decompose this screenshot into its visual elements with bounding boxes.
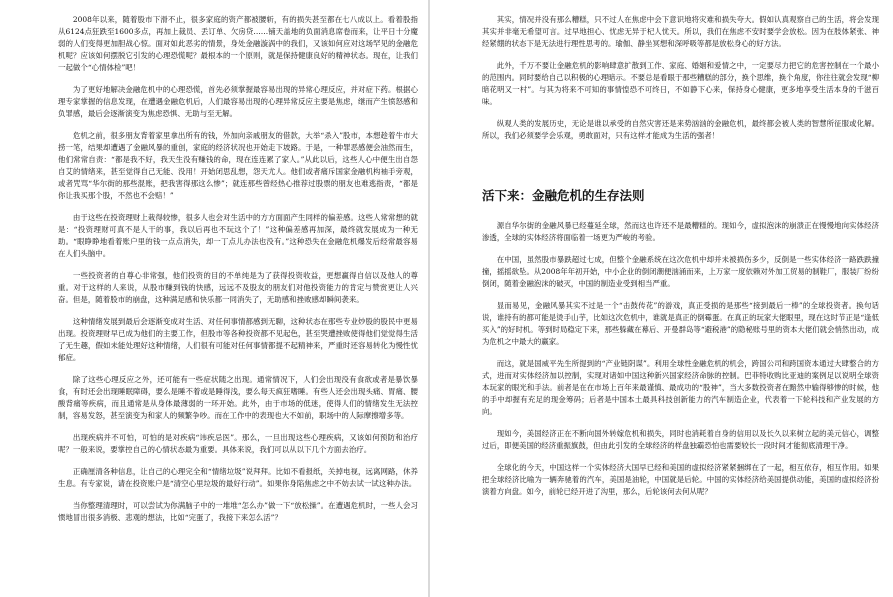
left-paragraph-7: 除了这些心理反应之外，还可能有一些症状随之出现。通常情况下，人们会出现没有食欲或者是暴饮暴食，有时还会出现睡眠障碍，要么是睡不着或是睡得浅，要么每天疯狂嗜睡。有些人还会出现头痛、胃痛、腰酸背痛等疾病，而且通常是从身体最薄弱的一环开始。此外，由于市场的低迷，使得人们的情绪发生无法控制，容易发怒，甚至演变为和家人的频繁争吵。而在工作中的表现也大不如前，职场中的人际摩擦增多等。 <box>58 375 418 420</box>
chapter-title: 活下来：金融危机的生存法则 <box>482 188 645 203</box>
left-paragraph-3: 危机之前，很多朋友背着家里拿出所有的钱，外加向亲戚朋友的借款，大举“杀入”股市，本想趁着牛市大捞一笔，结果却遭遇了金融风暴的重创，家庭的经济状况也开始走下坡路。于是，一种罪恶感便会油然而生，他们常常自责：“都是我不好，我天生没有赚钱的命，现在连连累了家人。”从此以后，这些人心中便生出自怨自艾的情绪来，甚至觉得自己无能、没用！开始闭思乱想，怨天尤人。他们或者痛斥国家金融机构袖手旁观，或者咒骂“华尔街的那些混账，把我害得那这么惨”；就连那些曾经热心推荐过股票的朋友也难逃指责，“都是你让我买那个股，不然也不会赔！” <box>58 131 418 200</box>
left-page <box>0 0 430 597</box>
right-paragraph-2: 此外，千万不要让金融危机的影响肆意扩散到工作、家庭、婚姻和爱情之中，一定要尽力把它的危害控制在一个最小的范围内。同时要给自己以积极的心理暗示。不要总是看眼于那些糟糕的部分，换个思维，换个角度，你往往就会发现“柳暗花明又一村”。与其为将来不可知的事情惶恐不可终日，不如静下心来，保持身心健康，更多地享受生活本身的千滋百味。 <box>482 61 879 106</box>
right-paragraph-3: 纵观人类的发展历史，无论是谁以承受的自然灾害还是来势汹汹的金融危机，最终都会被人类的智慧所征服或化解。所以，我们必须要学会乐观，勇敢面对，只有这样才能成为生活的强者！ <box>482 119 879 140</box>
left-paragraph-5: 一些投资者的自尊心非常强，他们投资的目的不单纯是为了获得投资收益，更想赢得自信以及他人的尊重。对于这样的人来说，从股市赚到钱的快感，远远不及股友的朋友们对他投资能力的肯定与赞赏更让人兴奋。但是，随着股市的崩盘，这种满足感和快乐都一同消失了，无助感和挫败感却瞬间袭来。 <box>58 271 418 304</box>
left-paragraph-6: 这种情绪发展到最后会逐渐变成对生活、对任何事情都感到无聊，这种状态在那些专业炒股的股民中更易出现。投资理财早已成为他们的主要工作，但股市等各种投资都不见起色，甚至哭遭挫败使得他们觉觉得生活了无生趣，假如未能处理好这种情绪，人们很有可能对任何事情都提不起精神来，严重时还容易转化为慢性忧郁症。 <box>58 317 418 362</box>
chapter-paragraph-5: 现如今，美国经济正在不断向国外转嫁危机和损失，同时也消耗着自身的信用以及长久以来树立起的美元信心，调整过后，即便美国的经济重振旗鼓，但由此引发的全球经济的样盘独霸恐怕也需要较长一段时间才能彻底清理干净。 <box>482 429 879 450</box>
chapter-paragraph-6: 全球化的今天，中国这样一个实体经济大国早已经和美国的虚拟经济紧紧捆绑在了一起，相互依存，相互作用。如果把全球经济比喻为一辆奔驰着的汽车，美国是油轮，中国就是后轮。中国的实体经济给美国提供动能，美国的虚拟经济扮演着方向盘。如今，前轮已经开进了沟里，那么，后轮该何去何从呢？ <box>482 463 879 496</box>
right-page <box>430 0 893 597</box>
chapter-paragraph-1: 源自华尔街的金融风暴已经蔓延全球，然而这也许还不是最糟糕的。现如今，虚拟泡沫的崩溃正在慢慢地向实体经济渗透，全球的实体经济将面临着一场更为严峻的考验。 <box>482 221 879 242</box>
left-paragraph-2: 为了更好地解决金融危机中的心理恐慌，首先必须掌握最容易出现的异常心理反应，并对症下药。根据心理专家掌握的信息发现，在遭遇金融危机后，人们最容易出现的心理异常反应主要是焦虑，继而产生愤怒感和负罪感，最后会逐渐演变为焦虑恐惧、无助与至无解。 <box>58 85 418 118</box>
chapter-paragraph-3: 显而易见，金融风暴其实不过是一个“击鼓传花”的游戏，真正受损的是那些“接到最后一棒”的全球投资者。换句话说，谁持有的都可能是烫手山芋，比如这次危机中，谁就是真正的倒霉蛋。在真正的玩家大佬眼里，现在这时节正是“逢低买入”的好时机。等到时局稳定下来，那些躲藏在幕后、开曼群岛等“避税港”的隐秘账号里的资本大佬们就会悄然出动，成为危机之中最大的赢家。 <box>482 301 879 346</box>
left-paragraph-1: 2008年以来，随着股市下滑不止，很多家庭的资产都被腰斩，有的损失甚至都在七八成以上。看着股指从6124点狂跌至1600多点，再加上裁员、丢订单、欠房贷……铺天盖地的负面消息席卷而来，让平日十分魔弱的人们变得更加胆战心惊。面对如此恶劣的情景，身处金融漩涡中的我们，又该如何应对这场罕见的金融危机呢？应该如何摆脱它引发的心理恐慌呢？最根本的一个原则，就是保持健康良好的精神状态。现在，让我们一起做个“心情体检”吧！ <box>58 15 418 72</box>
chapter-paragraph-4: 而这，就是国威平先生所提到的“产业链阴谋”。利用全球性金融危机的机会，跨国公司和跨国资本通过大肆整合的方式，进而对实体经济加以控制，实现对诸如中国这种新兴国家经济命脉的控制。巴菲特收购比亚迪的案例足以说明全球资本玩家的眼光和手法。前者是在在市场上百年来最谨慎、最成功的“股神”，当大多数投资者在黯然中输得够惨的时候，他的手中却握有充足的现金筹码；后者是中国本土最具科技创新能力的汽车制造企业，代表着一下轮科技和产业发展的方向。 <box>482 359 879 416</box>
chapter-paragraph-2: 在中国，虽然股市暴跌超过七成，但整个金融系统在这次危机中却并未被损伤多少，反倒是一些实体经济一路跌跌撞撞，摇摇欲坠。从2008年年初开始，中小企业的倒闭潮便汹涌而来，上万家一度依赖对外加工贸易的制鞋厂，服装厂纷纷倒闭，随着金融泡沫的破灭，中国的制造业受到相当严重。 <box>482 255 879 288</box>
left-paragraph-10: 当你整理清理时，可以尝试为你满脑子中的一堆堆“怎么办”做一下“放松操”。在遭遇危机时，一些人会习惯地冒出很多消极、悲观的想法，比如“完蛋了，我接下来怎么活”？ <box>58 501 418 522</box>
left-paragraph-9: 正确厘清各种信息，让自己的心理完全和“情绪垃圾”说拜拜。比如不看报纸，关掉电视，远离网路，休养生息。有专家说，请在投资账户是“清空心里垃圾的最好行动”。如果你身陷焦虑之中不妨去试一试这种办法。 <box>58 467 418 488</box>
section-spacer <box>482 152 879 188</box>
left-paragraph-4: 由于这些在投资理财上栽得较惨，很多人也会对生活中的方方面面产生同样的偏差感。这些人常常想的就是：“投资理财可真不是人干的事，我以后再也不玩这个了！”这种偏差感再加深，最终就发展成为一种无助。“眼睁睁地看着账户里的钱一点点消失，却一丁点儿办法也没有。”这种恐失在金融危机爆发后经常最容易在人们头脑中。 <box>58 213 418 258</box>
left-paragraph-8: 出现疾病并不可怕，可怕的是对疾病“讳疾忌医”。那么，一旦出现这些心理疾病，又该如何预防和治疗呢？一般来说，要掌控自己的心情状态最为重要。具体来说，我们可以从以下几个方面去治疗。 <box>58 433 418 454</box>
right-paragraph-1: 其实，情况并没有那么糟糕，只不过人在焦虑中会下意识地将灾难和损失夸大。假如认真观察自己的生活，将会发现其实并非毫无希望可言。过早地担心、忧虑无异于杞人忧天。所以，我们在焦虑不安时要学会放松。因为在肢体紧张、神经紧绷的状态下是无法进行理性思考的。瑜伽、静坐冥想和深呼吸等都是放松身心的好方法。 <box>482 15 879 48</box>
